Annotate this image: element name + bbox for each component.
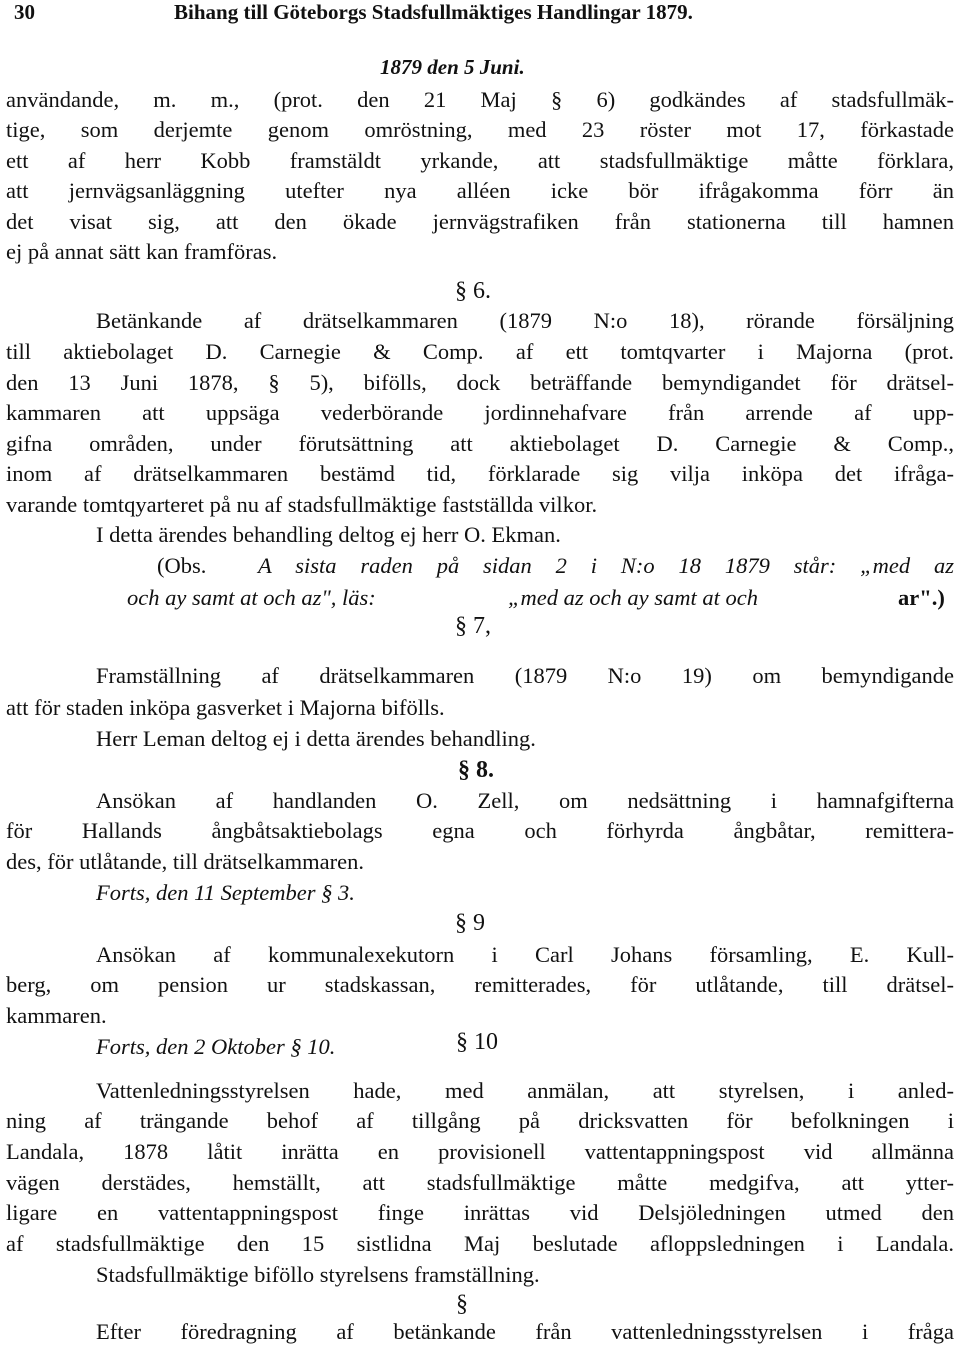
note-close: ar".) xyxy=(898,585,945,610)
text-line: af stadsfullmäktige den 15 sistlidna Maj beslutade afloppsledningen i Landala. xyxy=(6,1231,954,1256)
text-line: till aktiebolaget D. Carnegie & Comp. af ett tomtqvarter i Majorna (prot. xyxy=(6,339,954,364)
text-line: Vattenledningsstyrelsen hade, med anmälan, att styrelsen, i anled- xyxy=(96,1078,954,1103)
text-line: ej på annat sätt kan framföras. xyxy=(6,239,278,264)
page-header xyxy=(14,0,35,26)
text-line: kammaren. xyxy=(6,1003,107,1028)
text-line: ning af trängande behof af tillgång på dricksvatten för befolkningen i xyxy=(6,1108,954,1133)
text-line: inom af drätselkammaren bestämd tid, förklarade sig vilja inköpa det ifråga- xyxy=(6,461,954,486)
text-line: att för staden inköpa gasverket i Majorna bifölls. xyxy=(6,695,445,720)
note-text: och ay samt at och az", läs: xyxy=(127,585,376,610)
page-number: 30 xyxy=(14,0,35,24)
text-line: berg, om pension ur stadskassan, remitterades, för utlåtande, till drätsel- xyxy=(6,972,954,997)
date-line: 1879 den 5 Juni. xyxy=(380,55,525,79)
text-line: Herr Leman deltog ej i detta ärendes behandling. xyxy=(96,726,536,751)
section-heading-6: § 6. xyxy=(455,278,491,304)
note-open: (Obs. xyxy=(157,553,207,578)
text-line: Forts, den 11 September § 3. xyxy=(96,880,355,905)
text-line: för Hallands ångbåtsaktiebolags egna och förhyrda ångbåtar, remittera- xyxy=(6,818,954,843)
text-line: Forts, den 2 Oktober § 10. xyxy=(96,1034,336,1059)
text-line: gifna områden, under förutsättning att aktiebolaget D. Carnegie & Comp., xyxy=(6,431,954,456)
note-text: A sista raden på sidan 2 i N:o 18 1879 står: „med az xyxy=(258,553,954,578)
text-line: Efter föredragning af betänkande från vattenledningsstyrelsen i fråga xyxy=(96,1319,954,1344)
text-line: det visat sig, att den ökade jernvägstrafiken från stationerna till hamnen xyxy=(6,209,954,234)
text-line: I detta ärendes behandling deltog ej herr O. Ekman. xyxy=(96,522,561,547)
text-line: att jernvägsanläggning utefter nya alléen icke bör ifrågakomma förr än xyxy=(6,178,954,203)
text-line: tige, som derjemte genom omröstning, med 23 röster mot 17, förkastade xyxy=(6,117,954,142)
section-heading-9: § 9 xyxy=(455,910,485,936)
text-line: Ansökan af handlanden O. Zell, om nedsättning i hamnafgifterna xyxy=(96,788,954,813)
text-line: den 13 Juni 1878, § 5), bifölls, dock beträffande bemyndigandet för drätsel- xyxy=(6,370,954,395)
text-line: vägen derstädes, hemställt, att stadsfullmäktige måtte medgifva, att ytter- xyxy=(6,1170,954,1195)
text-line: användande, m. m., (prot. den 21 Maj § 6) godkändes af stadsfullmäk- xyxy=(6,87,954,112)
text-line: Ansökan af kommunalexekutorn i Carl Johans församling, E. Kull- xyxy=(96,942,954,967)
text-line: varande tomtqyarteret på nu af stadsfullmäktige fastställda vilkor. xyxy=(6,492,598,517)
text-line: ett af herr Kobb framstäldt yrkande, att stadsfullmäktige måtte förklara, xyxy=(6,148,954,173)
section-heading-11: § xyxy=(456,1291,468,1317)
page-running-title: Bihang till Göteborgs Stadsfullmäktiges Handlingar 1879. xyxy=(174,0,693,24)
text-line: Framställning af drätselkammaren (1879 N:o 19) om bemyndigande xyxy=(96,663,954,688)
text-line: Landala, 1878 låtit inrätta en provisionell vattentappningspost vid allmänna xyxy=(6,1139,954,1164)
text-line: Betänkande af drätselkammaren (1879 N:o 18), rörande försäljning xyxy=(96,308,954,333)
text-line: ligare en vattentappningspost finge inrättas vid Delsjöledningen utmed den xyxy=(6,1200,954,1225)
text-line: Stadsfullmäktige biföllo styrelsens framställning. xyxy=(96,1262,540,1287)
section-heading-10: § 10 xyxy=(456,1029,498,1055)
text-line: des, för utlåtande, till drätselkammaren. xyxy=(6,849,365,874)
text-line: kammaren att uppsäga vederbörande jordinnehafvare från arrende af upp- xyxy=(6,400,954,425)
section-heading-7: § 7, xyxy=(455,613,491,639)
section-heading-8: § 8. xyxy=(458,757,494,783)
note-text: „med az och ay samt at och xyxy=(508,585,758,610)
